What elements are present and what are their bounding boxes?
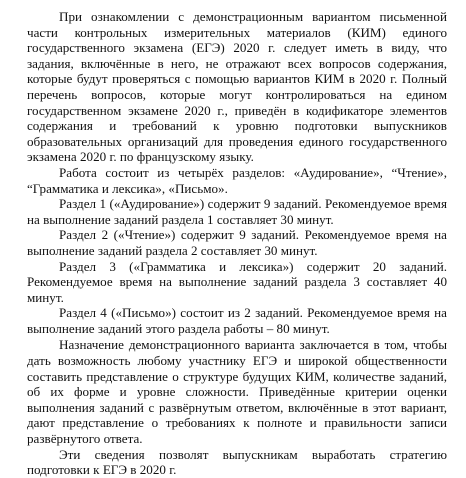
paragraph-purpose: Назначение демонстрационного варианта заключается в том, чтобы дать возможность любому участнику ЕГЭ и широкой общественности составить представление о структуре будущих КИМ, количестве заданий, об их форме и уровне сложности. Приведённые критерии оценки выполнения заданий с развёрнутым ответом, включённые в этот вариант, дают представление о требованиях к полноте и правильности записи развёрнутого ответа.: [27, 337, 447, 447]
paragraph-conclusion: Эти сведения позволят выпускникам выработать стратегию подготовки к ЕГЭ в 2020 г.: [27, 446, 447, 478]
paragraph-section-1: Раздел 1 («Аудирование») содержит 9 заданий. Рекомендуемое время на выполнение заданий раздела 1 составляет 30 минут.: [27, 196, 447, 227]
paragraph-section-4: Раздел 4 («Письмо») состоит из 2 заданий. Рекомендуемое время на выполнение заданий этого раздела работы – 80 минут.: [27, 305, 447, 336]
paragraph-structure: Работа состоит из четырёх разделов: «Аудирование», “Чтение», “Грамматика и лексика», «Письмо».: [27, 164, 447, 196]
document-body: [27, 9, 447, 478]
paragraph-intro: При ознакомлении с демонстрационным вариантом письменной части контрольных измерительных материалов (КИМ) единого государственного экзамена (ЕГЭ) 2020 г. следует иметь в виду, что задания, включённые в него, не отражают всех вопросов содержания, которые будут проверяться с помощью вариантов КИМ в 2020 г. Полный перечень вопросов, которые могут контролироваться на едином государственном экзамене 2020 г., приведён в кодификаторе элементов содержания и требований к уровню подготовки выпускников образовательных организаций для проведения единого государственного экзамена 2020 г. по французскому языку.: [27, 9, 447, 165]
paragraph-section-2: Раздел 2 («Чтение») содержит 9 заданий. Рекомендуемое время на выполнение заданий раздела 2 составляет 30 минут.: [27, 227, 447, 258]
paragraph-section-3: Раздел 3 («Грамматика и лексика») содержит 20 заданий. Рекомендуемое время на выполнение заданий раздела 3 составляет 40 минут.: [27, 258, 447, 305]
